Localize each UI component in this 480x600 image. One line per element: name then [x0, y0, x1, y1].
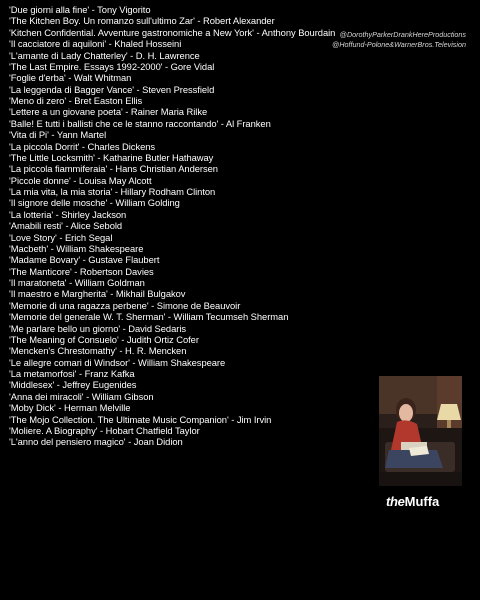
book-list-item: 'Middlesex' - Jeffrey Eugenides: [9, 379, 137, 391]
the-muffa-logo: [386, 494, 439, 509]
book-list-item: 'Lettere a un giovane poeta' - Rainer Maria Rilke: [9, 106, 208, 118]
book-list-item: 'L'anno del pensiero magico' - Joan Didion: [9, 436, 183, 448]
book-list-item: 'Le allegre comari di Windsor' - William Shakespeare: [9, 356, 226, 368]
book-list-item: 'Madame Bovary' - Gustave Flaubert: [9, 254, 160, 266]
book-list-item: 'The Manticore' - Robertson Davies: [9, 265, 154, 277]
book-list-item: 'Me parlare bello un giorno' - David Sedaris: [9, 322, 186, 334]
book-list-item: 'Balle! E tutti i ballisti che ce le stanno raccontando' - Al Franken: [9, 117, 271, 129]
book-list-item: 'Il maratoneta' - William Goldman: [9, 277, 145, 288]
book-list-item: 'Piccole donne' - Louisa May Alcott: [9, 174, 152, 186]
book-list-item: 'Kitchen Confidential. Avventure gastronomiche a New York' - Anthony Bourdain: [9, 26, 336, 38]
book-list-item: 'Amabili resti' - Alice Sebold: [9, 220, 123, 232]
book-list-item: 'La piccola Dorrit' - Charles Dickens: [9, 140, 156, 152]
book-list-item: 'Il signore delle mosche' - William Golding: [9, 197, 180, 209]
reading-girl-image: [379, 376, 462, 486]
book-list-item: 'The Last Empire. Essays 1992-2000' - Gore Vidal: [9, 60, 215, 72]
book-list-item: 'The Mojo Collection. The Ultimate Music Companion' - Jim Irvin: [9, 413, 272, 425]
book-list-item: 'L'amante di Lady Chatterley' - D. H. Lawrence: [9, 49, 200, 61]
credit-line-studio: @Hoffund-Polone&WarnerBros.Television: [332, 39, 466, 49]
book-list-item: 'The Kitchen Boy. Un romanzo sull'ultimo Zar' - Robert Alexander: [9, 15, 275, 27]
book-list-item: 'Memorie del generale W. T. Sherman' - William Tecumseh Sherman: [9, 311, 289, 323]
logo-prefix: the: [386, 494, 405, 509]
logo-name: Muffa: [404, 494, 440, 509]
book-list-item: 'La piccola fiammiferaia' - Hans Christian Andersen: [9, 163, 218, 175]
book-list-item: 'Macbeth' - William Shakespeare: [9, 242, 144, 254]
book-list-item: 'Due giorni alla fine' - Tony Vigorito: [9, 4, 151, 15]
book-list-item: 'The Little Locksmith' - Katharine Butler Hathaway: [9, 151, 214, 163]
book-list-item: 'Mencken's Chrestomathy' - H. R. Mencken: [9, 345, 187, 357]
book-list-item: 'La mia vita, la mia storia' - Hillary Rodham Clinton: [9, 186, 216, 197]
book-list-item: 'The Meaning of Consuelo' - Judith Ortiz Cofer: [9, 333, 199, 345]
book-list-item: 'Memorie di una ragazza perbene' - Simone de Beauvoir: [9, 299, 241, 311]
book-list-item: 'Foglie d'erba' - Walt Whitman: [9, 72, 132, 84]
credit-line-production: @DorothyParkerDrankHereProductions: [339, 30, 466, 39]
credits: [332, 30, 466, 49]
book-list-item: 'Il maestro e Margherita' - Mikhail Bulgakov: [9, 288, 186, 300]
book-list-item: 'La leggenda di Bagger Vance' - Steven Pressfield: [9, 83, 215, 95]
book-list-item: 'Love Story' - Erich Segal: [9, 231, 113, 243]
book-list-item: 'Vita di Pi' - Yann Martel: [9, 129, 107, 141]
book-list-item: 'La metamorfosi' - Franz Kafka: [9, 368, 135, 379]
book-list-item: 'La lotteria' - Shirley Jackson: [9, 208, 127, 220]
book-list-item: 'Moliere. A Biography' - Hobart Chatfield Taylor: [9, 424, 200, 436]
book-list-item: 'Meno di zero' - Bret Easton Ellis: [9, 95, 143, 106]
book-list-item: 'Il cacciatore di aquiloni' - Khaled Hosseini: [9, 38, 182, 50]
book-list-item: 'Moby Dick' - Herman Melville: [9, 402, 131, 414]
book-list-item: 'Anna dei miracoli' - William Gibson: [9, 390, 154, 402]
reading-girl-photo: [379, 376, 462, 486]
book-list: [9, 4, 404, 448]
